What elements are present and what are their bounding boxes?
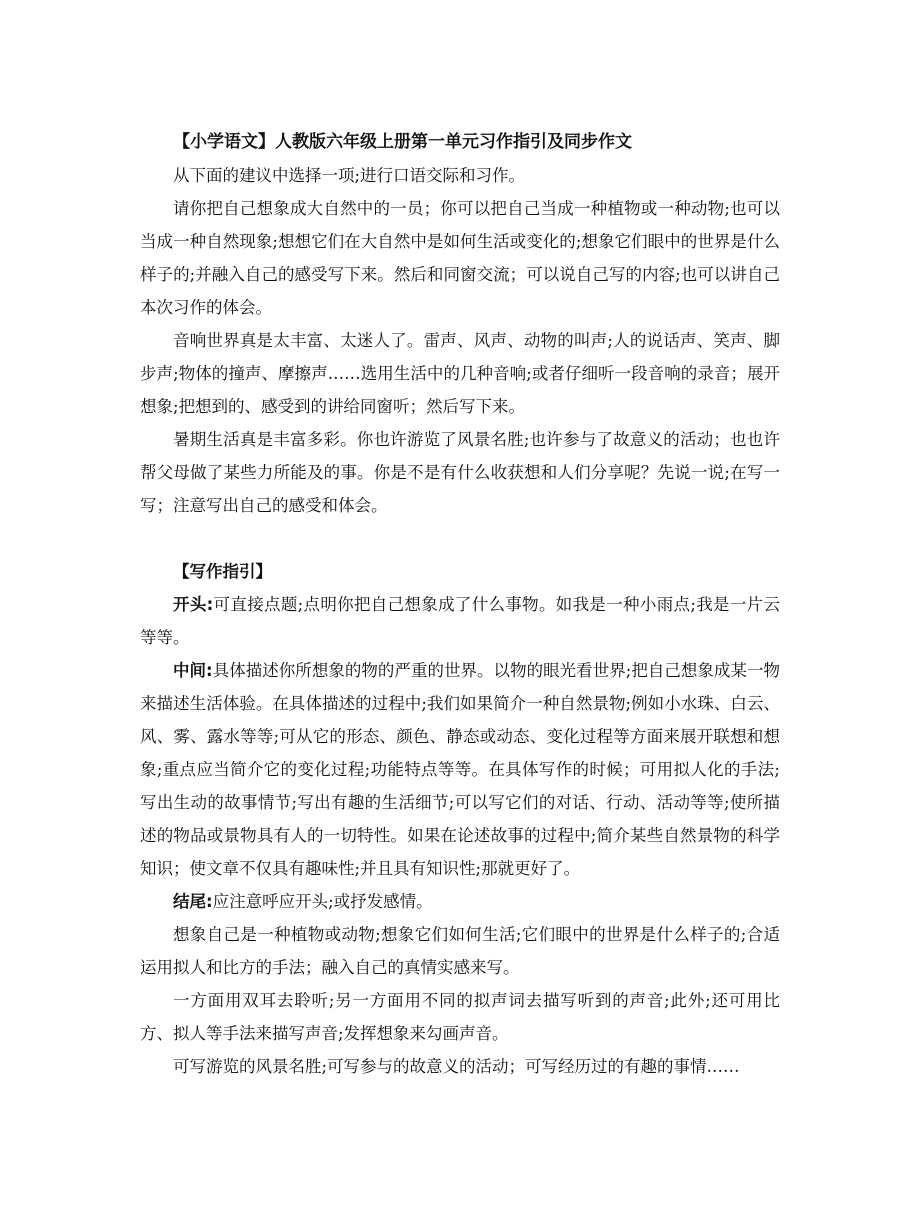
opening-paragraph	[140, 588, 780, 654]
writing-guide-heading: 【写作指引】	[173, 562, 272, 581]
tip-paragraph-1: 想象自己是一种植物或动物;想象它们如何生活;它们眼中的世界是什么样子的;合适运用拟人和比方的手法；融入自己的真情实感来写。	[140, 925, 780, 977]
ending-paragraph	[140, 885, 780, 918]
intro-paragraph-3: 音响世界真是太丰富、太迷人了。雷声、风声、动物的叫声;人的说话声、笑声、脚步声;物体的撞声、摩擦声……选用生活中的几种音响;或者仔细听一段音响的录音；展开想象;把想到的、感受到的讲给同窗听；然后写下来。	[140, 331, 780, 416]
intro-paragraph-4: 暑期生活真是丰富多彩。你也许游览了风景名胜;也许参与了故意义的活动；也也许帮父母做了某些力所能及的事。你是不是有什么收获想和人们分享呢？先说一说;在写一写；注意写出自己的感受和体会。	[140, 430, 780, 515]
tip-paragraph-3: 可写游览的风景名胜;可写参与的故意义的活动；可写经历过的有趣的事情……	[173, 1057, 740, 1076]
opening-label: 开头:	[173, 595, 214, 614]
ending-label: 结尾:	[173, 892, 213, 911]
middle-paragraph	[140, 654, 780, 885]
intro-paragraph-1: 从下面的建议中选择一项;进行口语交际和习作。	[173, 166, 526, 185]
middle-label: 中间:	[173, 661, 213, 680]
tip-paragraph-2: 一方面用双耳去聆听;另一方面用不同的拟声词去描写听到的声音;此外;还可用比方、拟人等手法来描写声音;发挥想象来勾画声音。	[140, 991, 780, 1043]
document-title: 【小学语文】人教版六年级上册第一单元习作指引及同步作文	[173, 132, 632, 152]
middle-text: 具体描述你所想象的物的严重的世界。以物的眼光看世界;把自己想象成某一物来描述生活体验。在具体描述的过程中;我们如果简介一种自然景物;例如小水珠、白云、风、雾、露水等等;可从它的形态、颜色、静态或动态、变化过程等方面来展开联想和想象;重点应当简介它的变化过程;功能特点等等。在具体写作的时候；可用拟人化的手法;写出生动的故事情节;写出有趣的生活细节;可以写它们的对话、行动、活动等等;使所描述的物品或景物具有人的一切特性。如果在论述故事的过程中;简介某些自然景物的科学知识；使文章不仅具有趣味性;并且具有知识性;那就更好了。	[140, 661, 780, 878]
ending-text: 应注意呼应开头;或抒发感情。	[212, 892, 433, 911]
opening-text: 可直接点题;点明你把自己想象成了什么事物。如我是一种小雨点;我是一片云等等。	[140, 595, 780, 647]
intro-paragraph-2: 请你把自己想象成大自然中的一员；你可以把自己当成一种植物或一种动物;也可以当成一种自然现象;想想它们在大自然中是如何生活或变化的;想象它们眼中的世界是什么样子的;并融入自己的感受写下来。然后和同窗交流；可以说自己写的内容;也可以讲自己本次习作的体会。	[140, 199, 780, 317]
document-page	[140, 126, 780, 1083]
